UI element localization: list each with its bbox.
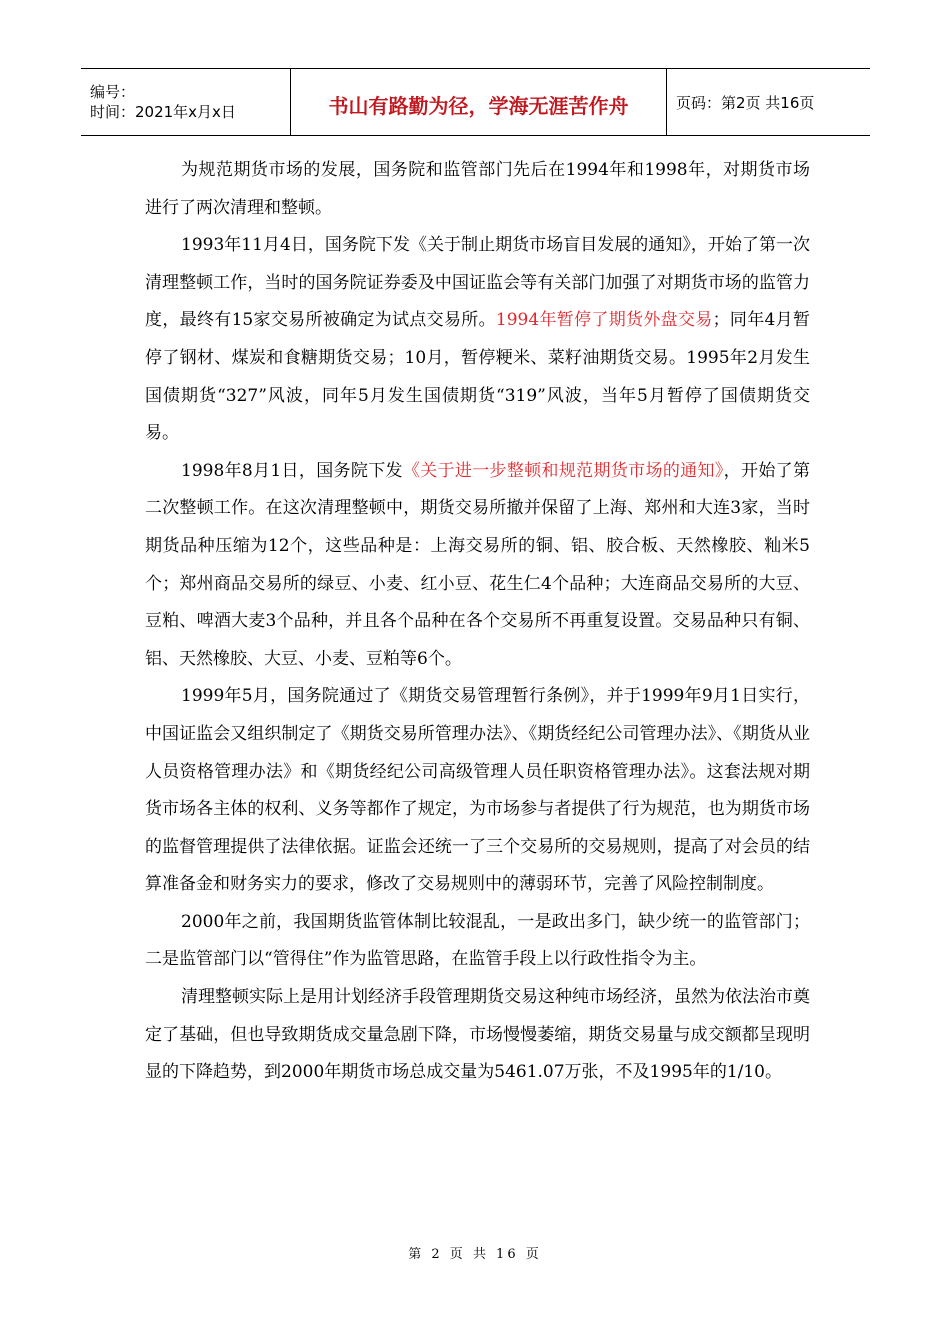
header-meta-cell — [81, 69, 291, 136]
page-info: 页码：第2页 共16页 — [676, 93, 815, 112]
paragraph — [145, 227, 810, 453]
paragraph-text: ，开始了第二次整顿工作。在这次清理整顿中，期货交易所撤并保留了上海、郑州和大连3家，当时期货品种压缩为12个，这些品种是：上海交易所的铜、铝、胶合板、天然橡胶、籼米5个；郑州商品交易所的绿豆、小麦、红小豆、花生仁4个品种；大连商品交易所的大豆、豆粕、啤酒大麦3个品种，并且各个品种在各个交易所不再重复设置。交易品种只有铜、铝、天然橡胶、大豆、小麦、豆粕等6个。 — [145, 460, 810, 669]
paragraph-text: 1993年11月4日，国务院下发《关于制止期货市场盲目发展的通知》，开始了第一次清理整顿工作，当时的国务院证券委及中国证监会等有关部门加强了对期货市场的监管力度，最终有15家交易所被确定为试点交易所。 — [145, 235, 810, 331]
document-header — [81, 68, 870, 136]
document-body — [145, 152, 810, 1092]
paragraph-text: ；同年4月暂停了钢材、煤炭和食糖期货交易；10月，暂停粳米、菜籽油期货交易。1995年2月发生国债期货“327”风波，同年5月发生国债期货“319”风波，当年5月暂停了国债期货交易。 — [145, 310, 810, 444]
header-page-cell — [667, 69, 871, 136]
paragraph-text: 清理整顿实际上是用计划经济手段管理期货交易这种纯市场经济，虽然为依法治市奠定了基础，但也导致期货成交量急剧下降，市场慢慢萎缩，期货交易量与成交额都呈现明显的下降趋势，到2000年期货市场总成交量为5461.07万张，不及1995年的1/10。 — [145, 987, 810, 1083]
paragraph — [145, 678, 810, 904]
paragraph — [145, 979, 810, 1092]
paragraph-text: 2000年之前，我国期货监管体制比较混乱，一是政出多门，缺少统一的监管部门；二是监管部门以“管得住”作为监管思路，在监管手段上以行政性指令为主。 — [145, 911, 810, 970]
paragraph-text: 1999年5月，国务院通过了《期货交易管理暂行条例》，并于1999年9月1日实行，中国证监会又组织制定了《期货交易所管理办法》、《期货经纪公司管理办法》、《期货从业人员资格管理办法》和《期货经纪公司高级管理人员任职资格管理办法》。这套法规对期货市场各主体的权利、义务等都作了规定，为市场参与者提供了行为规范，也为期货市场的监督管理提供了法律依据。证监会还统一了三个交易所的交易规则，提高了对会员的结算准备金和财务实力的要求，修改了交易规则中的薄弱环节，完善了风险控制制度。 — [145, 686, 810, 895]
time-label: 时间：2021年x月x日 — [90, 103, 236, 121]
paragraph — [145, 453, 810, 679]
number-label: 编号： — [90, 83, 136, 101]
paragraph-text: 为规范期货市场的发展，国务院和监管部门先后在1994年和1998年，对期货市场进行了两次清理和整顿。 — [145, 160, 810, 218]
paragraph-text: 1998年8月1日，国务院下发 — [181, 460, 403, 481]
highlighted-text: 《关于进一步整顿和规范期货市场的通知》 — [402, 460, 724, 481]
header-motto-cell — [291, 69, 667, 136]
motto-text: 书山有路勤为径，学海无涯苦作舟 — [328, 93, 629, 118]
paragraph — [145, 152, 810, 227]
paragraph — [145, 904, 810, 979]
page-footer: 第 2 页 共 16 页 — [408, 1247, 542, 1262]
highlighted-text: 1994年暂停了期货外盘交易 — [495, 310, 713, 331]
